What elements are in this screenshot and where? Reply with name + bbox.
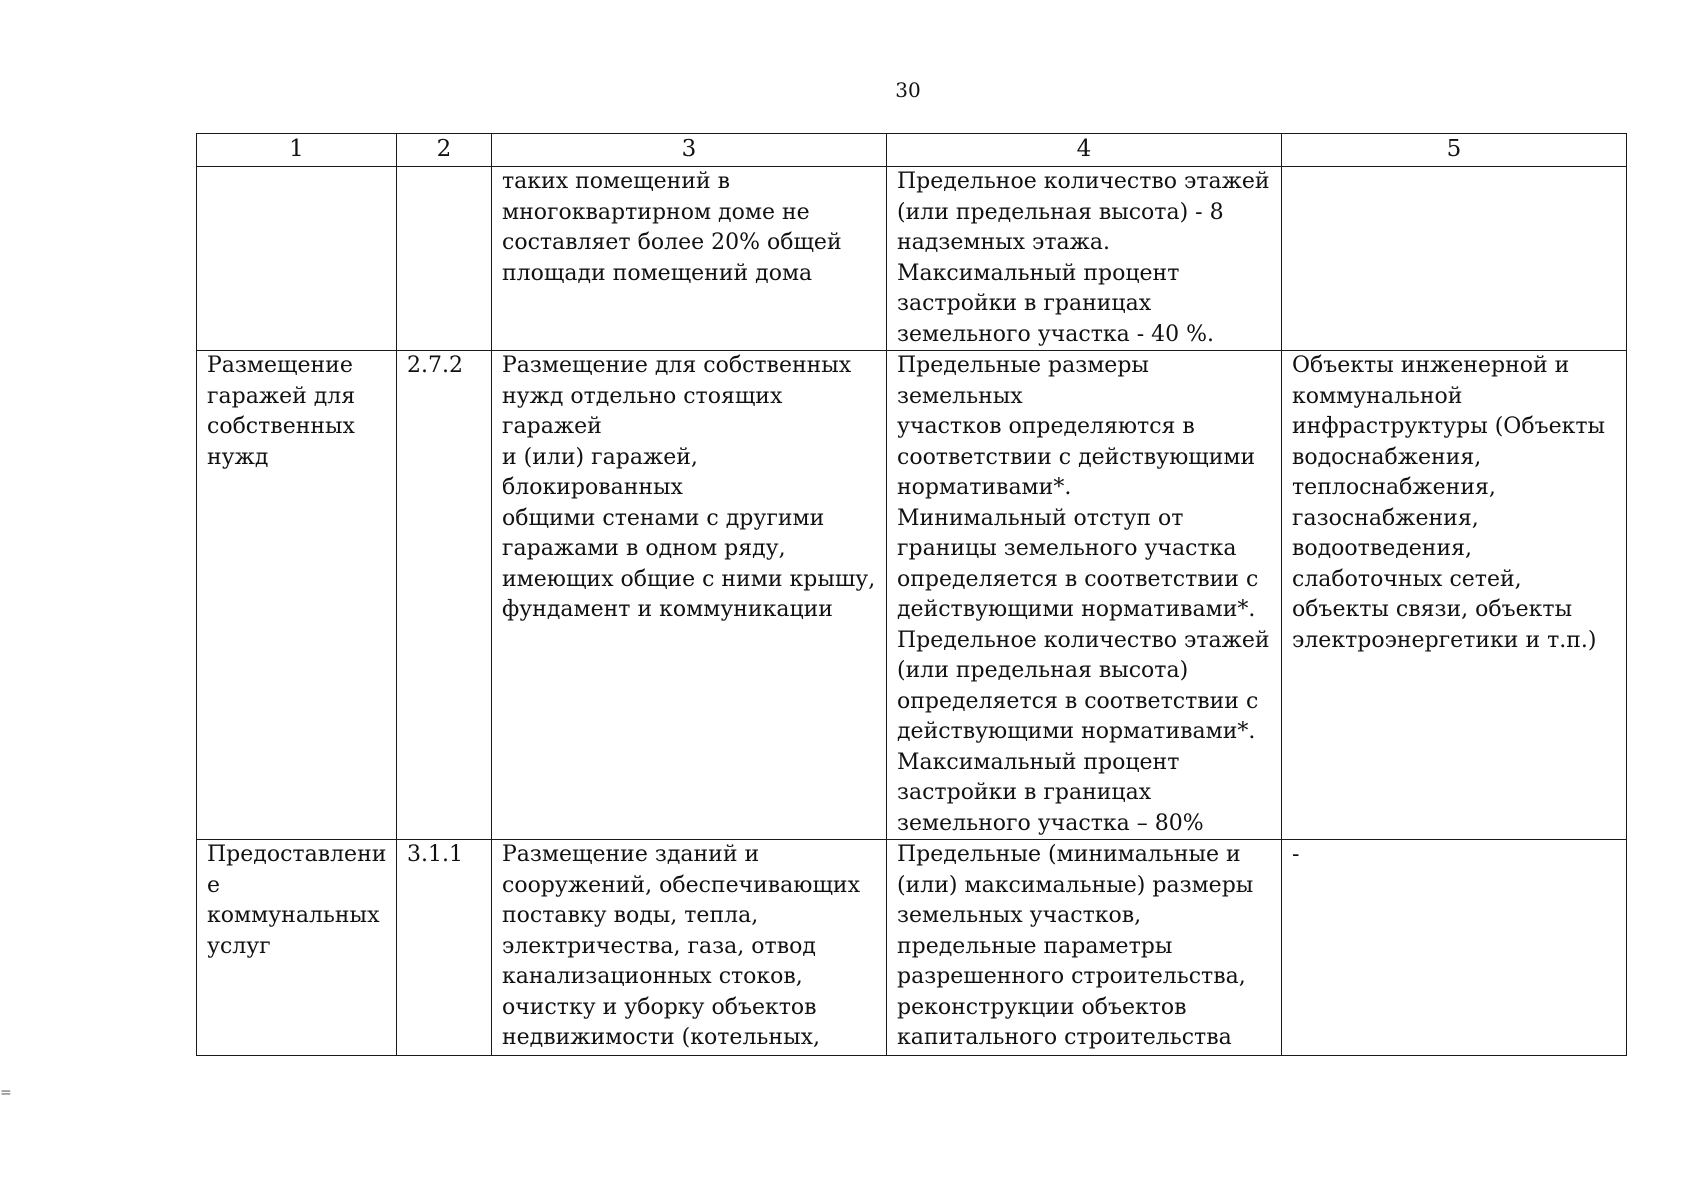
margin-scan-mark: = [0,1085,12,1101]
use-code-cell: 2.7.2 [397,351,492,840]
parameters-cell: Предельные размеры земельных участков определяются в соответствии с действующими нормативами*. Минимальный отступ от границы земельного участка определяется в соответствии с действующими нормативами*. Предельное количество этажей (или предельная высота) определяется в соответствии с действующими нормативами*. Максимальный процент застройки в границах земельного участка – 80% [887,351,1282,840]
use-description-cell: таких помещений в многоквартирном доме не составляет более 20% общей площади помещений дома [492,167,887,351]
land-use-table [196,133,1627,1056]
column-header: 2 [397,134,492,167]
use-name-cell: Размещение гаражей для собственных нужд [197,351,397,840]
use-description-cell: Размещение зданий и сооружений, обеспечивающих поставку воды, тепла, электричества, газа, отвод канализационных стоков, очистку и уборку объектов недвижимости (котельных, [492,840,887,1056]
use-code-cell: 3.1.1 [397,840,492,1056]
use-description-cell: Размещение для собственных нужд отдельно стоящих гаражей и (или) гаражей, блокированных общими стенами с другими гаражами в одном ряду, имеющих общие с ними крышу, фундамент и коммуникации [492,351,887,840]
auxiliary-uses-cell: Объекты инженерной и коммунальной инфраструктуры (Объекты водоснабжения, теплоснабжения, газоснабжения, водоотведения, слаботочных сетей, объекты связи, объекты электроэнергетики и т.п.) [1282,351,1627,840]
auxiliary-uses-cell [1282,167,1627,351]
column-header: 5 [1282,134,1627,167]
table-row [197,167,1627,351]
use-name-cell [197,167,397,351]
use-code-cell [397,167,492,351]
table-header-row [197,134,1627,167]
column-header: 1 [197,134,397,167]
parameters-cell: Предельное количество этажей (или предельная высота) - 8 надземных этажа. Максимальный процент застройки в границах земельного участка - 40 %. [887,167,1282,351]
parameters-cell: Предельные (минимальные и (или) максимальные) размеры земельных участков, предельные параметры разрешенного строительства, реконструкции объектов капитального строительства [887,840,1282,1056]
column-header: 3 [492,134,887,167]
table-row [197,351,1627,840]
table-row [197,840,1627,1056]
page-number: 30 [895,78,921,102]
column-header: 4 [887,134,1282,167]
use-name-cell: Предоставлени е коммунальных услуг [197,840,397,1056]
auxiliary-uses-cell: - [1282,840,1627,1056]
